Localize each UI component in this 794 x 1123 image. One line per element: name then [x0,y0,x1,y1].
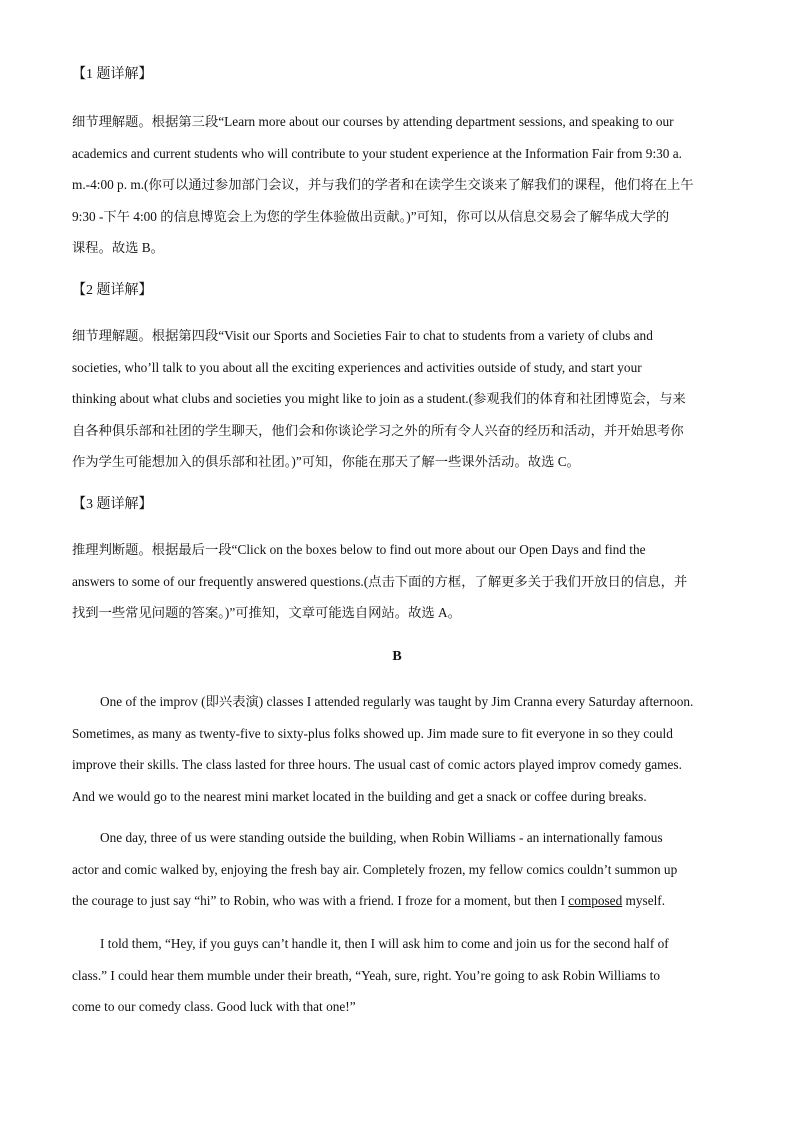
passage-paragraph-1 [72,686,724,812]
q2-line: 细节理解题。根据第四段“Visit our Sports and Societies Fair to chat to students from a variety of clubs and [72,328,653,343]
q1-explanation [72,106,722,264]
passage-text: the courage to just say “hi” to Robin, who was with a friend. I froze for a moment, but then I [72,893,569,909]
q3-line: 找到一些常见问题的答案。)”可推知，文章可能选自网站。故选 A。 [72,605,461,621]
q2-heading: 【2 题详解】 [72,283,153,298]
q1-line: 课程。故选 B。 [72,240,164,256]
passage-line: come to our comedy class. Good luck with that one!” [72,999,356,1015]
passage-line: Sometimes, as many as twenty-five to sixty-plus folks showed up. Jim made sure to fit everyone in so they could [72,725,673,741]
q1-heading: 【1 题详解】 [72,67,153,82]
q3-heading: 【3 题详解】 [72,497,153,512]
passage-line-with-underline [72,885,724,917]
passage-paragraph-3 [72,928,724,1023]
q1-line: academics and current students who will contribute to your student experience at the Information Fair from 9:30 a. [72,145,682,161]
q2-explanation [72,320,722,478]
q1-line: 9:30 -下午 4:00 的信息博览会上为您的学生体验做出贡献。)”可知，你可以从信息交易会了解华成大学的 [72,208,670,224]
passage-paragraph-2 [72,822,724,917]
passage-line: One day, three of us were standing outside the building, when Robin Williams - an internationally famous [100,830,663,845]
passage-line: class.” I could hear them mumble under their breath, “Yeah, sure, right. You’re going to ask Robin Williams to [72,967,660,983]
q2-line: societies, who’ll talk to you about all the exciting experiences and activities outside of study, and start your [72,359,642,375]
q3-explanation [72,534,722,629]
passage-line: actor and comic walked by, enjoying the fresh bay air. Completely frozen, my fellow comics couldn’t summon up [72,861,678,877]
passage-line: I told them, “Hey, if you guys can’t handle it, then I will ask him to come and join us for the second half of [100,936,669,951]
underlined-word: composed [568,893,623,909]
passage-line: improve their skills. The class lasted for three hours. The usual cast of comic actors played improv comedy games. [72,757,682,773]
q3-line: 推理判断题。根据最后一段“Click on the boxes below to find out more about our Open Days and find the [72,542,646,557]
q2-line: thinking about what clubs and societies you might like to join as a student.(参观我们的体育和社团博览会，与来 [72,391,686,407]
q2-line: 作为学生可能想加入的俱乐部和社团。)”可知，你能在那天了解一些课外活动。故选 C。 [72,454,580,470]
passage-line: And we would go to the nearest mini market located in the building and get a snack or coffee during breaks. [72,788,647,804]
q1-line: m.-4:00 p. m.(你可以通过参加部门会议，并与我们的学者和在读学生交谈来了解我们的课程，他们将在上午 [72,177,694,193]
section-b-title: B [392,649,402,664]
passage-text: myself. [622,893,666,909]
q3-line: answers to some of our frequently answered questions.(点击下面的方框，了解更多关于我们开放日的信息，并 [72,573,688,589]
q2-line: 自各种俱乐部和社团的学生聊天，他们会和你谈论学习之外的所有令人兴奋的经历和活动，并开始思考你 [72,422,684,438]
q1-line: 细节理解题。根据第三段“Learn more about our courses by attending department sessions, and speaking to our [72,114,674,129]
passage-line: One of the improv (即兴表演) classes I attended regularly was taught by Jim Cranna every Saturday afternoon. [100,694,694,709]
